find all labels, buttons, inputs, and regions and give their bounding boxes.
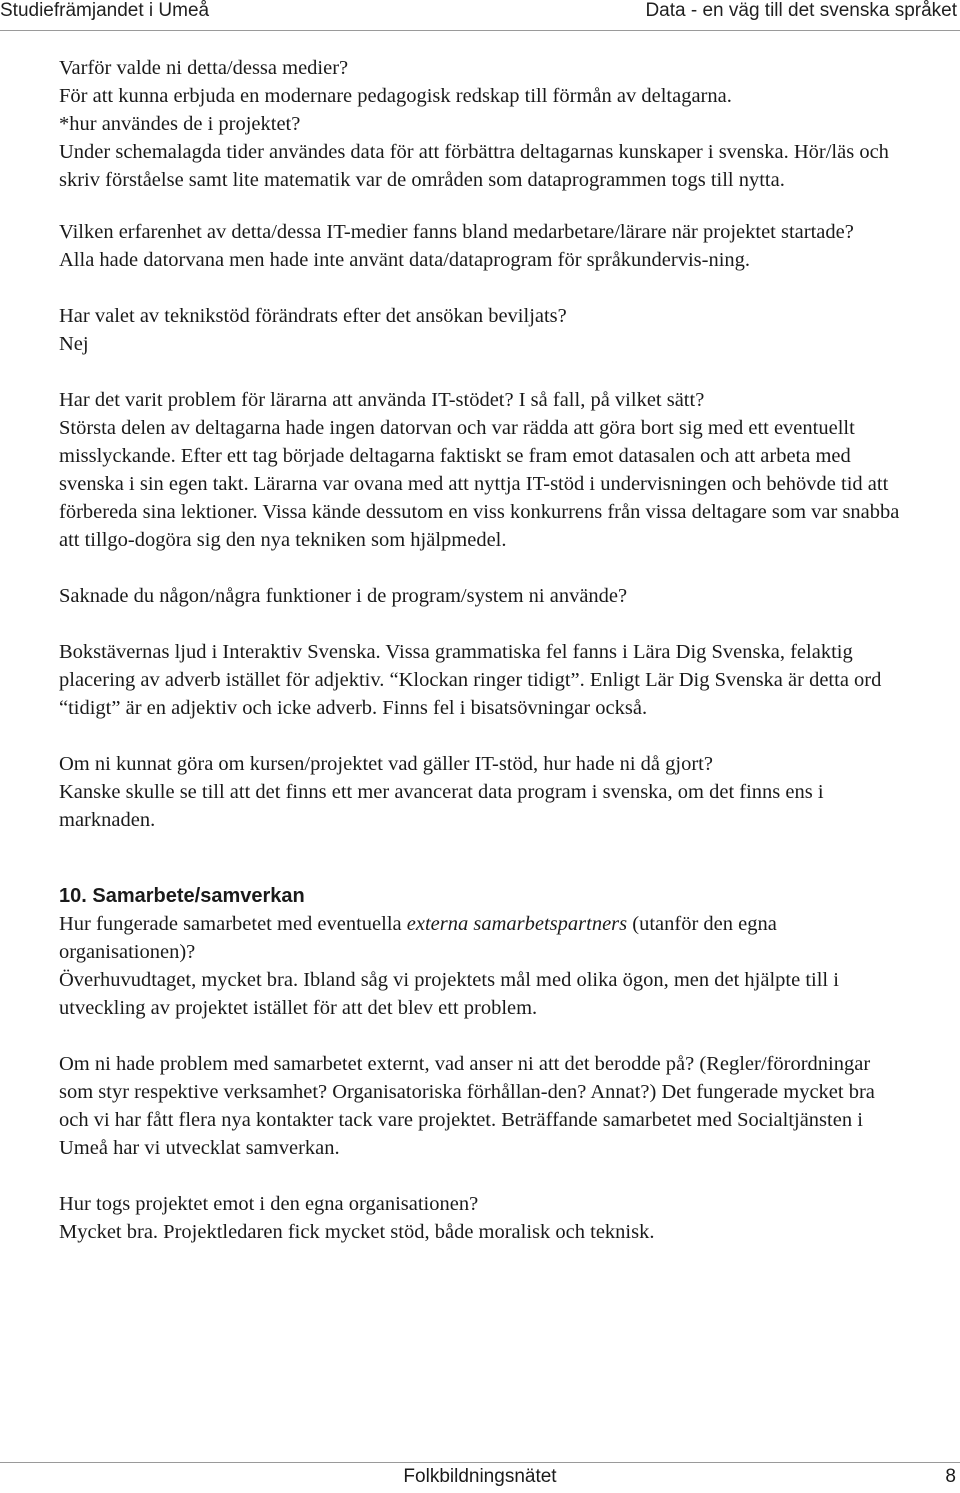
answer-organization-reception: Mycket bra. Projektledaren fick mycket stöd, både moralisk och teknisk. <box>59 1221 655 1243</box>
question-external-partners <box>59 910 909 966</box>
question-text: (utanför den egna organisationen)? <box>59 913 777 963</box>
question-organization-reception: Hur togs projektet emot i den egna organisationen? <box>59 1193 479 1215</box>
spacer <box>59 722 909 750</box>
header-organization: Studiefrämjandet i Umeå <box>0 0 210 21</box>
spacer <box>59 194 909 218</box>
spacer <box>59 1162 909 1190</box>
spacer <box>59 274 909 302</box>
answer-external-partners: Överhuvudtaget, mycket bra. Ibland såg vi projektets mål med olika ögon, men det hjälpte till i utveckling av projektet istället för att det blev ett problem. <box>59 969 839 1019</box>
question-teacher-problems: Har det varit problem för lärarna att använda IT-stödet? I så fall, på vilket sätt? <box>59 389 705 411</box>
section-heading-cooperation: 10. Samarbete/samverkan <box>59 885 305 907</box>
answer-staff-experience: Alla hade datorvana men hade inte använt data/dataprogram för språkundervis-ning. <box>59 249 751 271</box>
document-body <box>59 54 909 1246</box>
header-document-title: Data - en väg till det svenska språket <box>645 0 957 21</box>
question-redo-course: Om ni kunnat göra om kursen/projektet vad gäller IT-stöd, hur hade ni då gjort? <box>59 753 713 775</box>
answer-tech-change: Nej <box>59 333 89 355</box>
page-header <box>0 0 960 30</box>
question-missing-functions: Saknade du någon/några funktioner i de program/system ni använde? <box>59 585 628 607</box>
spacer <box>59 834 909 882</box>
question-staff-experience: Vilken erfarenhet av detta/dessa IT-medier fanns bland medarbetare/lärare när projektet startade? <box>59 221 854 243</box>
spacer <box>59 554 909 582</box>
spacer <box>59 358 909 386</box>
footer-publisher: Folkbildningsnätet <box>403 1466 557 1487</box>
header-divider <box>0 30 960 31</box>
footer-divider <box>0 1462 960 1463</box>
question-text: Hur fungerade samarbetet med eventuella <box>59 913 407 935</box>
emphasized-text: externa samarbetspartners <box>406 913 628 935</box>
question-tech-change: Har valet av teknikstöd förändrats efter det ansökan beviljats? <box>59 305 567 327</box>
page-number: 8 <box>945 1466 956 1487</box>
spacer <box>59 1022 909 1050</box>
answer-missing-functions: Bokstävernas ljud i Interaktiv Svenska. Vissa grammatiska fel fanns i Lära Dig Svenska, felaktig placering av adverb istället för adjektiv. “Klockan ringer tidigt”. Enligt Lär Dig Svenska är detta ord “tidigt” är en adjektiv och icke adverb. Finns fel i bisatsövningar också. <box>59 641 882 719</box>
question-media-choice: Varför valde ni detta/dessa medier? <box>59 57 349 79</box>
question-external-problems: Om ni hade problem med samarbetet externt, vad anser ni att det berodde på? (Regler/förordningar som styr respektive verksamhet? Organisatoriska förhållan-den? Annat?) Det fungerade mycket bra och vi har fått flera nya kontakter tack vare projektet. Beträffande samarbetet med Socialtjänsten i Umeå har vi utvecklat samverkan. <box>59 1053 875 1159</box>
answer-media-choice: För att kunna erbjuda en modernare pedagogisk redskap till förmån av deltagarna. <box>59 85 732 107</box>
answer-teacher-problems: Största delen av deltagarna hade ingen datorvan och var rädda att göra bort sig med ett eventuellt misslyckande. Efter ett tag började deltagarna faktiskt se fram emot datasalen och att arbeta med svenska i sin egen takt. Lärarna var ovana med att nyttja IT-stöd i undervisningen och behövde tid att förbereda sina lektioner. Vissa kände dessutom en viss konkurrens från vissa deltagare som var snabba att tillgo-dogöra sig den nya tekniken som hjälpmedel. <box>59 417 900 551</box>
spacer <box>59 610 909 638</box>
answer-redo-course: Kanske skulle se till att det finns ett mer avancerat data program i svenska, om det finns ens i marknaden. <box>59 781 824 831</box>
question-media-use: *hur användes de i projektet? <box>59 113 301 135</box>
answer-media-use: Under schemalagda tider användes data för att förbättra deltagarnas kunskaper i svenska. Hör/läs och skriv förståelse samt lite matematik var de områden som dataprogrammen togs till nytta. <box>59 141 889 191</box>
